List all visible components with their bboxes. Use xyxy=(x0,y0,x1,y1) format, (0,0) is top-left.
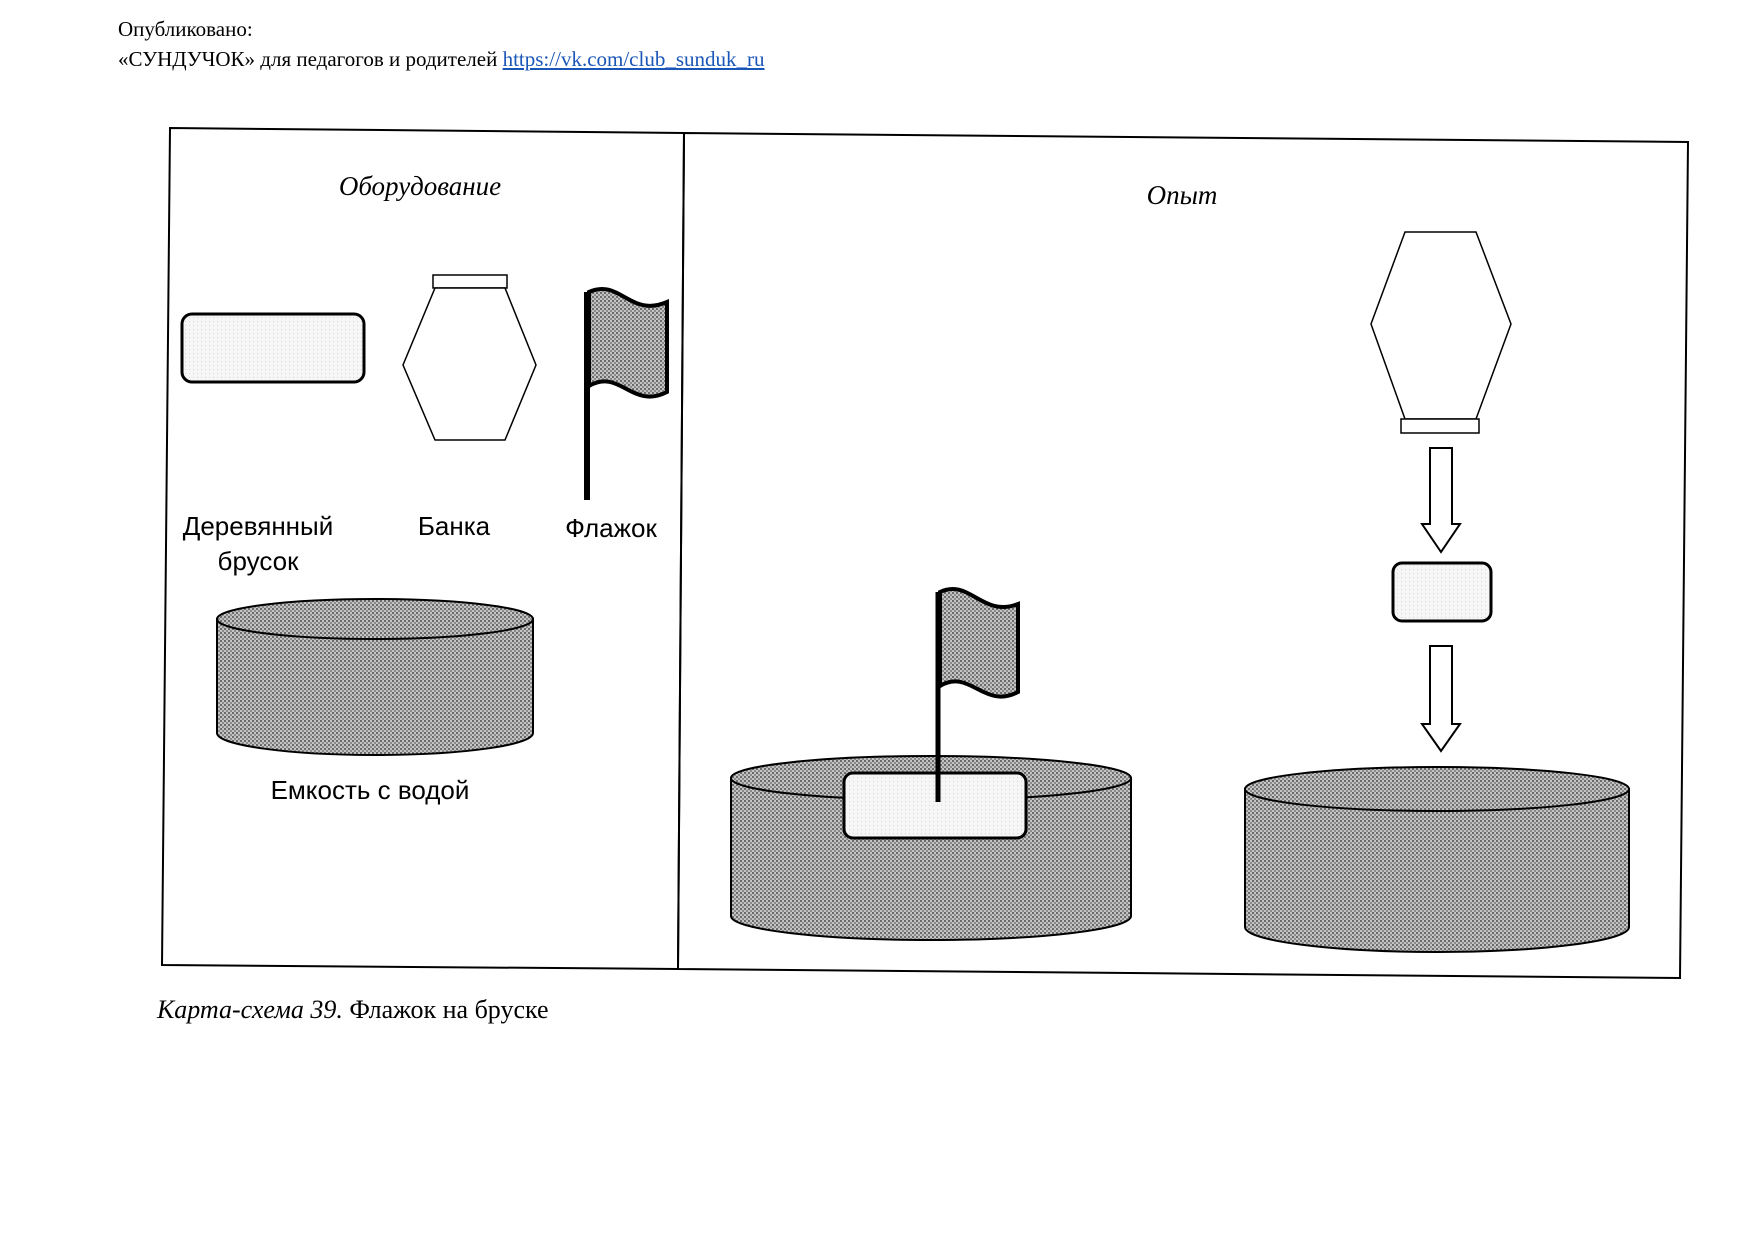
floating-block-icon xyxy=(844,773,1026,838)
arrow-down-icon xyxy=(1422,448,1460,552)
block-label-line1: Деревянный xyxy=(182,511,334,541)
small-block-icon xyxy=(1393,563,1491,621)
equipment-title: Оборудование xyxy=(338,171,502,201)
water-container-icon xyxy=(217,599,533,755)
water-container-right-icon xyxy=(1245,767,1629,952)
wooden-block-icon xyxy=(182,314,364,382)
block-label-line2: брусок xyxy=(217,546,299,576)
caption-number: Карта-схема 39. xyxy=(157,995,343,1024)
experiment-title: Опыт xyxy=(1146,180,1218,210)
jar-label: Банка xyxy=(417,511,491,541)
published-label: Опубликовано: xyxy=(118,17,253,41)
flag-icon xyxy=(587,289,667,500)
flag-label: Флажок xyxy=(565,513,657,543)
inverted-jar-icon xyxy=(1371,232,1511,433)
jar-icon xyxy=(403,275,536,440)
source-text: «СУНДУЧОК» для педагогов и родителей xyxy=(118,47,498,71)
caption-text: Флажок на бруске xyxy=(349,995,549,1024)
arrow-down-icon xyxy=(1422,646,1460,751)
figure-caption xyxy=(157,995,549,1025)
container-label: Емкость с водой xyxy=(270,775,470,805)
source-link[interactable]: https://vk.com/club_sunduk_ru xyxy=(502,47,765,71)
